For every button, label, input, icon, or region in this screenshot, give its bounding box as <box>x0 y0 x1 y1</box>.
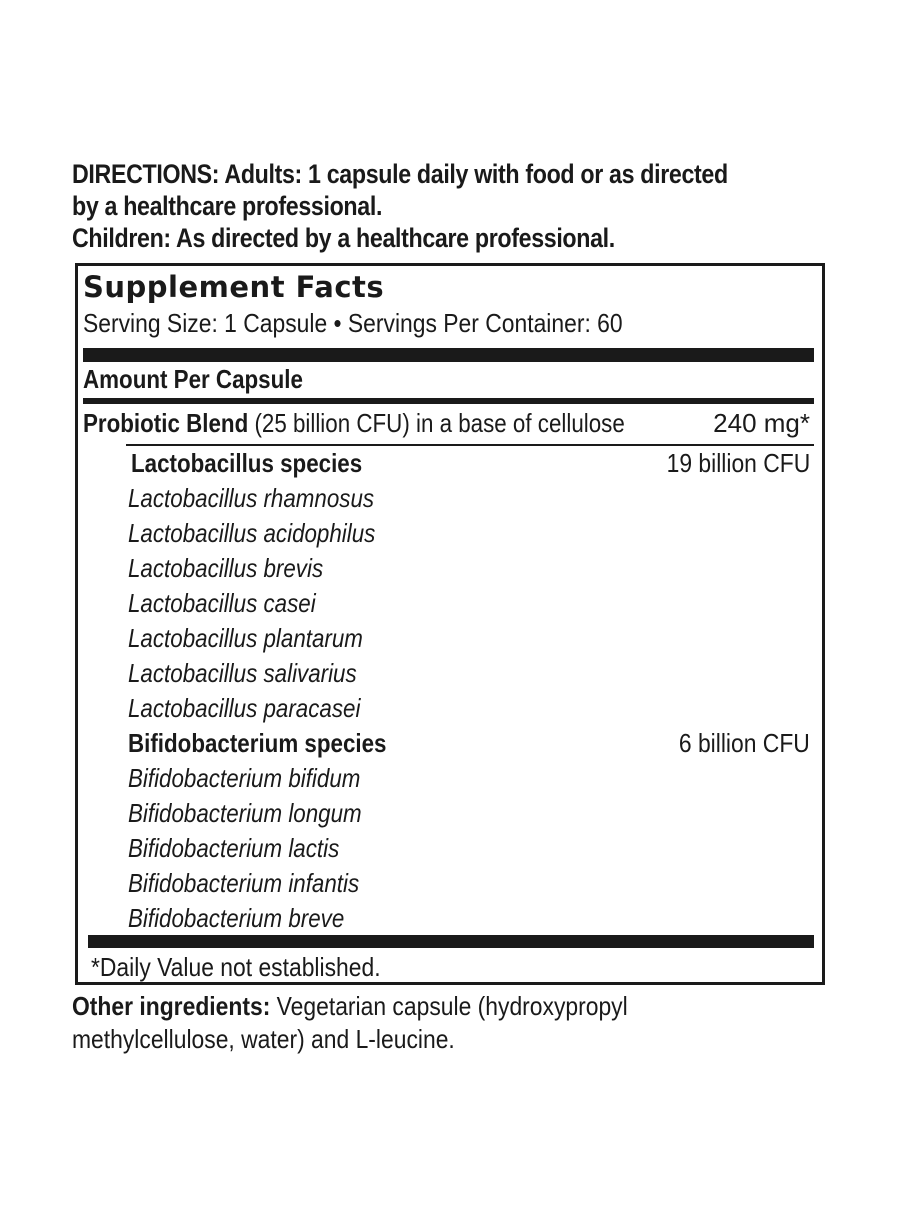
directions-line-2: by a healthcare professional. <box>72 191 383 221</box>
strain-item: Bifidobacterium infantis <box>128 868 360 898</box>
thick-rule-top <box>83 348 814 362</box>
probiotic-blend-row <box>83 408 713 439</box>
supplement-facts-panel <box>75 263 825 985</box>
strain-item: Lactobacillus paracasei <box>128 693 361 723</box>
strain-item: Lactobacillus plantarum <box>128 623 363 653</box>
thick-rule-bottom <box>88 935 814 948</box>
strain-item: Bifidobacterium bifidum <box>128 763 361 793</box>
bifidobacterium-group-name: Bifidobacterium species <box>128 728 387 758</box>
other-ingredients-label: Other ingredients: <box>72 991 271 1021</box>
strain-item: Lactobacillus casei <box>128 588 316 618</box>
other-ingredients-line-2: methylcellulose, water) and L-leucine. <box>72 1024 455 1054</box>
lactobacillus-group-name: Lactobacillus species <box>131 448 363 478</box>
strain-item: Bifidobacterium longum <box>128 798 362 828</box>
strain-item: Lactobacillus brevis <box>128 553 324 583</box>
blend-description: (25 billion CFU) in a base of cellulose <box>248 408 625 438</box>
serving-info: Serving Size: 1 Capsule • Servings Per Container: 60 <box>83 308 623 338</box>
strain-item: Bifidobacterium breve <box>128 903 345 933</box>
strain-item: Lactobacillus rhamnosus <box>128 483 375 513</box>
other-ingredients-line-1: Vegetarian capsule (hydroxypropyl <box>270 991 628 1021</box>
directions-line-1: DIRECTIONS: Adults: 1 capsule daily with food or as directed <box>72 159 728 189</box>
blend-amount: 240 mg* <box>713 408 810 438</box>
other-ingredients <box>72 990 703 1056</box>
medium-rule <box>83 398 814 404</box>
strain-item: Lactobacillus acidophilus <box>128 518 376 548</box>
amount-per-capsule-header: Amount Per Capsule <box>83 364 303 394</box>
lactobacillus-group-amount: 19 billion CFU <box>666 448 810 478</box>
daily-value-footnote: *Daily Value not established. <box>91 952 381 982</box>
strain-item: Lactobacillus salivarius <box>128 658 357 688</box>
blend-name: Probiotic Blend <box>83 408 249 438</box>
bifidobacterium-group-amount: 6 billion CFU <box>679 728 810 758</box>
directions-line-3: Children: As directed by a healthcare professional. <box>72 223 615 253</box>
strain-item: Bifidobacterium lactis <box>128 833 340 863</box>
directions-text <box>72 158 835 254</box>
thin-rule-blend <box>126 444 814 446</box>
facts-title: Supplement Facts <box>83 270 385 304</box>
